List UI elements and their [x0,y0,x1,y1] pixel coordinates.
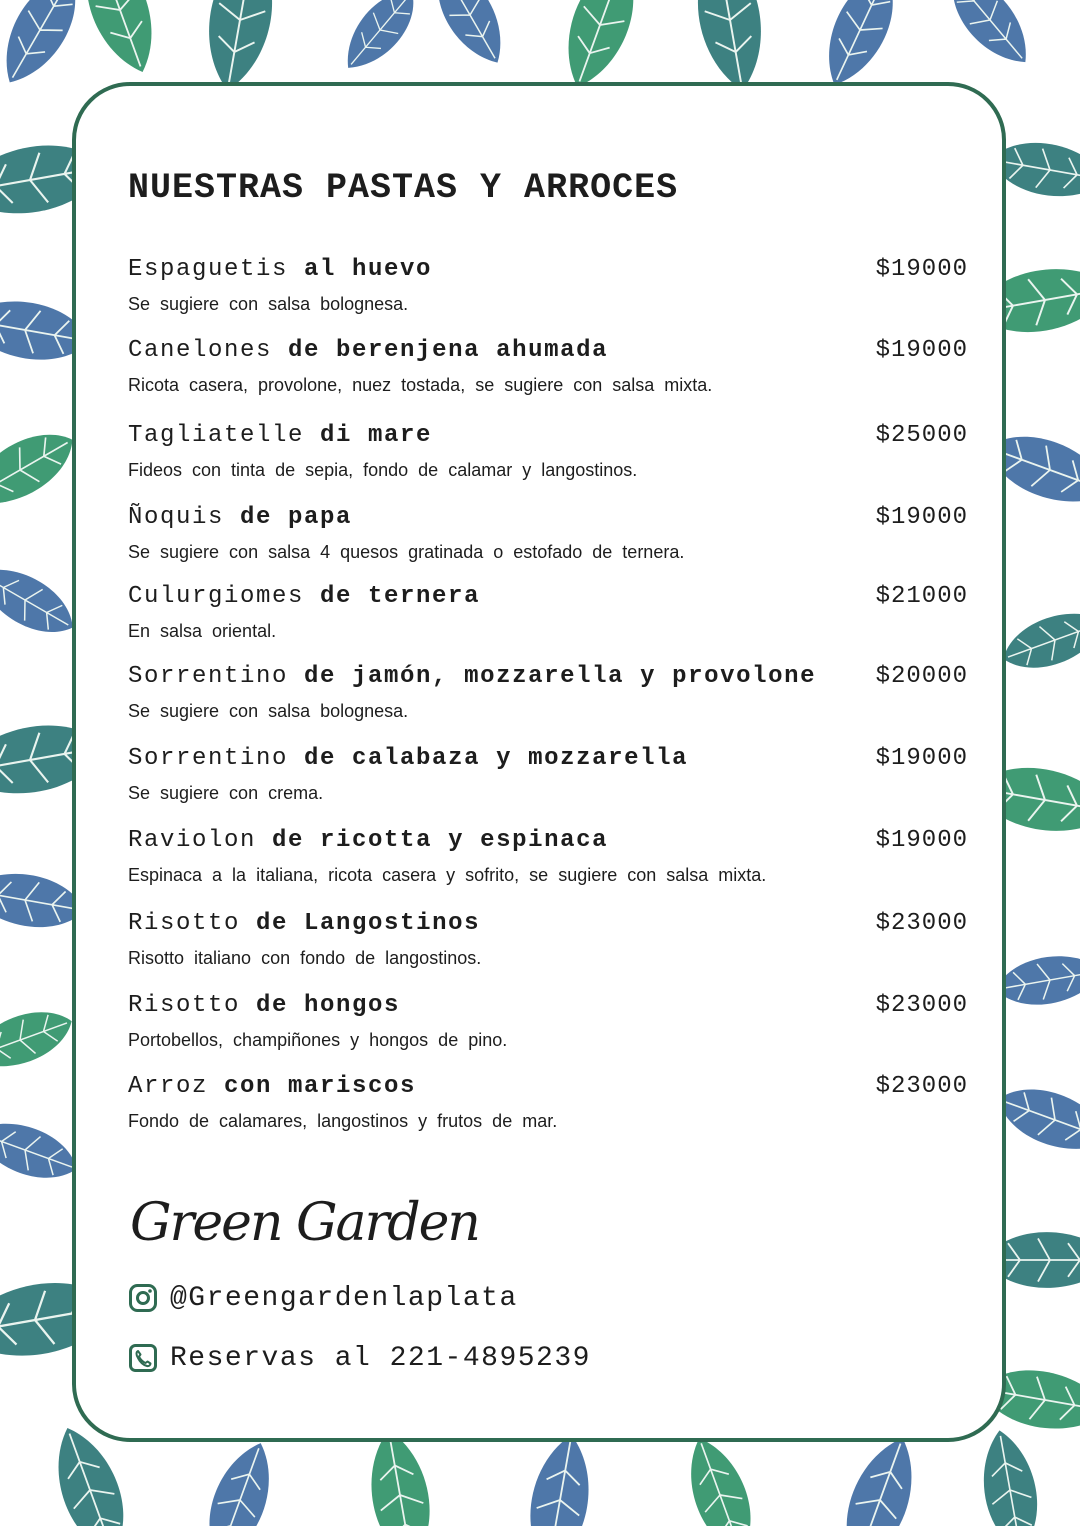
leaf-decoration [675,1429,764,1526]
menu-item-price: $23000 [875,992,968,1019]
menu-item [128,504,968,574]
menu-item-description: Risotto italiano con fondo de langostinos. [128,948,482,968]
menu-item-description: Se sugiere con salsa bolognesa. [128,294,409,314]
menu-item-name: Ñoquis de papa [128,504,353,531]
menu-item-price: $19000 [875,827,968,854]
menu-item [128,337,968,407]
menu-item-description: Fondo de calamares, langostinos y frutos de mar. [128,1111,558,1131]
menu-item [128,745,968,815]
leaf-decoration [71,0,169,82]
menu-item-name: Risotto de Langostinos [128,910,481,937]
menu-item-description: Fideos con tinta de sepia, fondo de calamar y langostinos. [128,460,638,480]
menu-item [128,1073,968,1143]
instagram-contact[interactable] [128,1281,518,1315]
brand-logo-text: Green Garden [130,1193,479,1253]
menu-item [128,827,968,897]
menu-item-price: $23000 [875,1073,968,1100]
leaf-decoration [521,1430,599,1526]
menu-item-name: Canelones de berenjena ahumada [128,337,609,364]
menu-item [128,992,968,1062]
instagram-handle: @Greengardenlaplata [170,1282,518,1314]
menu-item-price: $21000 [875,583,968,610]
menu-item-description: En salsa oriental. [128,621,277,641]
menu-item-name: Sorrentino de calabaza y mozzarella [128,745,689,772]
menu-item-name: Raviolon de ricotta y espinaca [128,827,609,854]
menu-item-description: Espinaca a la italiana, ricota casera y sofrito, se sugiere con salsa mixta. [128,865,767,885]
menu-item-name: Risotto de hongos [128,992,401,1019]
page-title: NUESTRAS PASTAS Y ARROCES [128,168,679,208]
menu-item [128,663,968,733]
phone-contact[interactable] [128,1341,591,1375]
leaf-decoration [0,999,80,1080]
menu-item [128,256,968,326]
menu-item-price: $19000 [875,504,968,531]
menu-item-description: Se sugiere con salsa bolognesa. [128,701,409,721]
leaf-decoration [831,1428,929,1526]
leaf-decoration [937,0,1043,77]
menu-item-price: $20000 [875,663,968,690]
instagram-icon [128,1283,158,1313]
menu-item [128,422,968,492]
phone-icon [128,1343,158,1373]
menu-item-name: Culurgiomes de ternera [128,583,481,610]
brand-logo [126,1178,479,1268]
menu-item-name: Tagliatelle di mare [128,422,433,449]
menu-item-name: Espaguetis al huevo [128,256,433,283]
menu-item-description: Se sugiere con salsa 4 quesos gratinada o estofado de ternera. [128,542,685,562]
menu-item [128,583,968,653]
menu-item-price: $25000 [875,422,968,449]
menu-card [72,82,1006,1442]
menu-item-name: Sorrentino de jamón, mozzarella y provolone [128,663,817,690]
menu-item-price: $23000 [875,910,968,937]
leaf-decoration [974,1426,1045,1526]
menu-item-description: Portobellos, champiñones y hongos de pino. [128,1030,508,1050]
leaf-decoration [0,0,92,95]
phone-reservations: Reservas al 221-4895239 [170,1342,591,1374]
leaf-decoration [422,0,517,74]
menu-item-price: $19000 [875,256,968,283]
menu-item-description: Se sugiere con crema. [128,783,324,803]
leaf-decoration [995,599,1080,680]
menu-item-description: Ricota casera, provolone, nuez tostada, se sugiere con salsa mixta. [128,375,713,395]
menu-item-name: Arroz con mariscos [128,1073,417,1100]
menu-item-price: $19000 [875,337,968,364]
leaf-decoration [332,0,428,81]
menu-item [128,910,968,980]
menu-item-price: $19000 [875,745,968,772]
leaf-decoration [195,1434,284,1526]
